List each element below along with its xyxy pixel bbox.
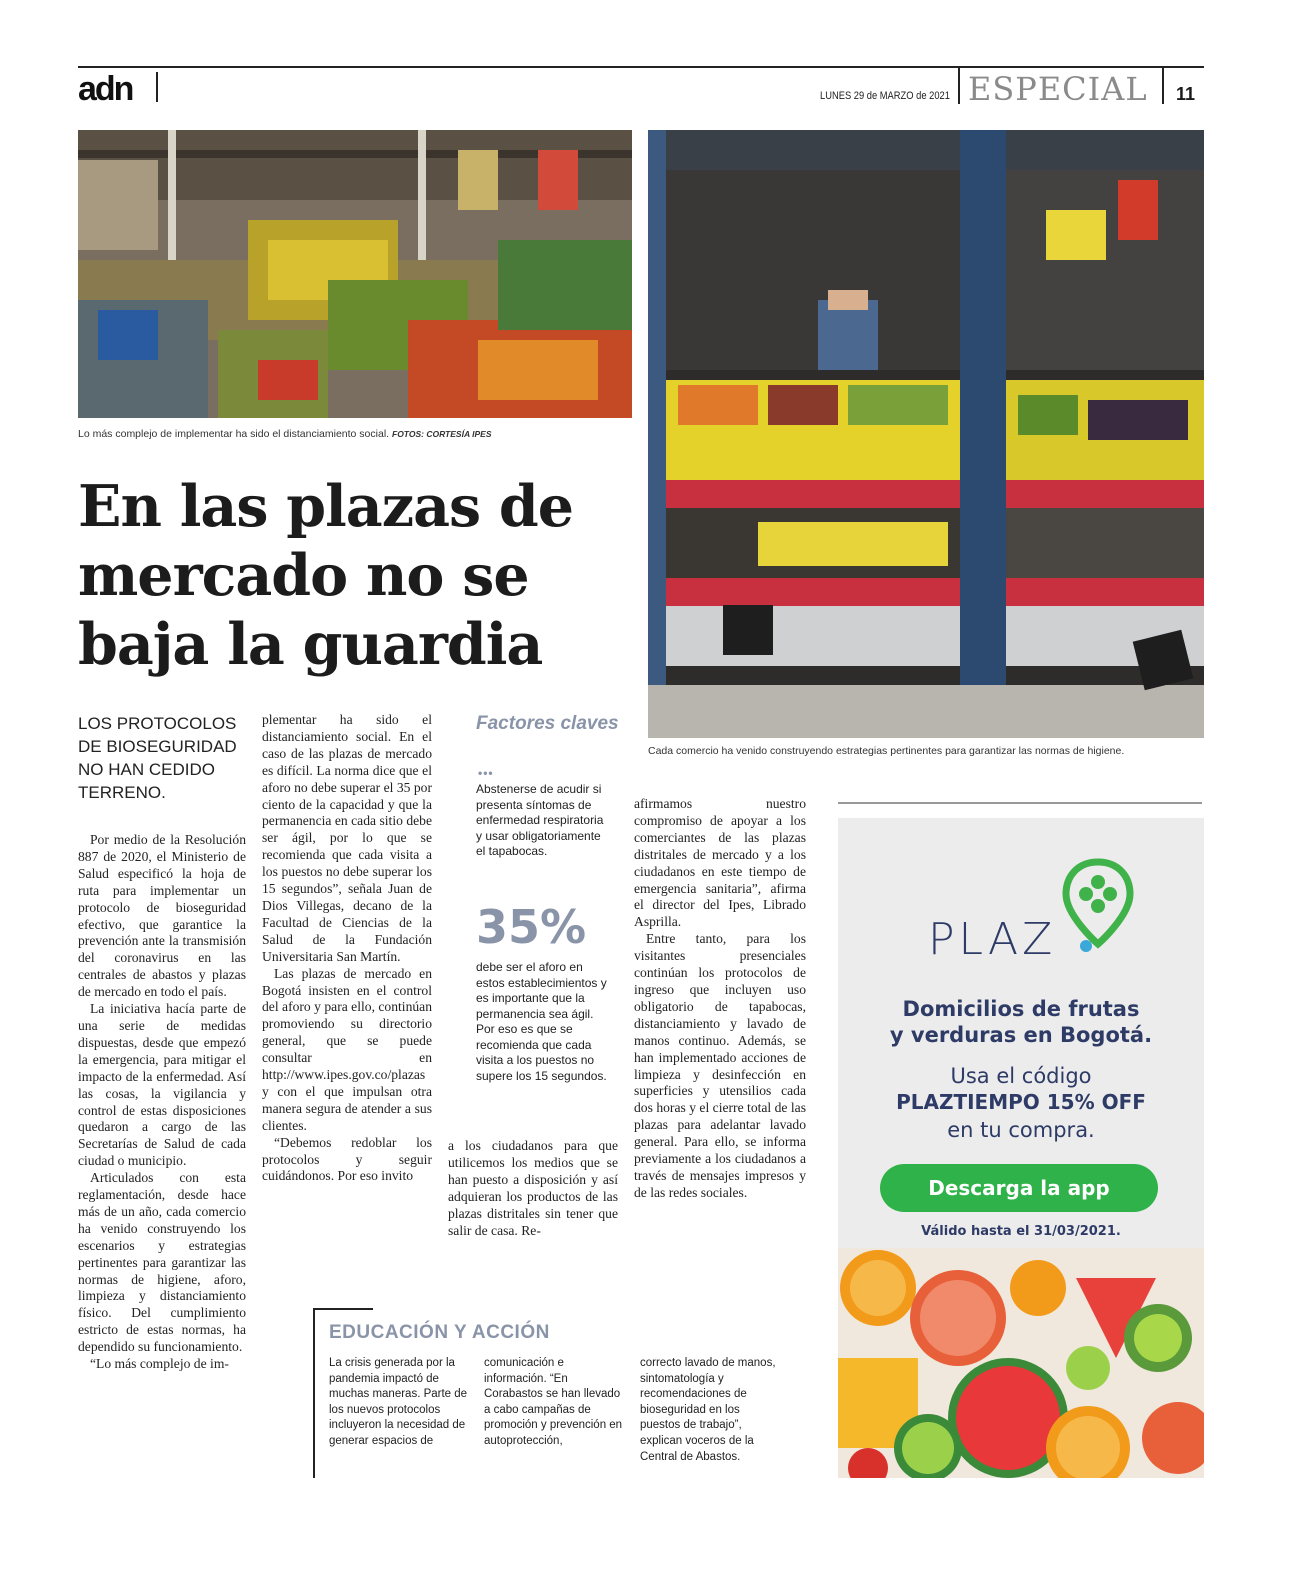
photo-credit: FOTOS: CORTESÍA IPES: [392, 429, 492, 439]
stat-figure: 35%: [476, 900, 587, 954]
ad-validity: Válido hasta el 31/03/2021.: [921, 1224, 1121, 1239]
article-column-3: [448, 1138, 618, 1239]
ad-code-intro: Usa el código: [950, 1064, 1092, 1088]
ad-brand-name: PLAZ: [928, 914, 1057, 965]
header-divider: [958, 68, 960, 104]
clover-pin-icon: [1062, 858, 1134, 958]
article-column-4: [634, 796, 806, 1202]
box-column-1: La crisis generada por la pandemia impactó de muchas maneras. Parte de los nuevos protocolos incluyeron la necesidad de generar espacios de: [329, 1357, 468, 1447]
box-border: [313, 1308, 373, 1310]
ad-promo-code: PLAZTIEMPO 15% OFF: [896, 1090, 1146, 1114]
sidebar-tip: Abstenerse de acudir si presenta síntomas de enfermedad respiratoria y usar obligatoriamente el tapabocas.: [476, 782, 604, 858]
article-column-2: [262, 712, 432, 1185]
article-headline: En las plazas de mercado no se baja la guardia: [78, 473, 574, 678]
plaz-advertisement: [838, 818, 1204, 1478]
header-divider: [1162, 68, 1164, 104]
photo-caption: Cada comercio ha venido construyendo estrategias pertinentes para garantizar las normas de higiene.: [648, 745, 1125, 757]
ad-code-outro: en tu compra.: [947, 1118, 1095, 1142]
box-column-2: comunicación e información. “En Corabastos se han llevado a cabo campañas de promoción y prevención en autoprotección,: [484, 1357, 623, 1447]
ad-divider: [838, 802, 1202, 804]
download-app-button[interactable]: Descarga la app: [880, 1164, 1158, 1212]
header-divider: [156, 72, 158, 102]
photo-caption: [78, 428, 492, 440]
box-title: EDUCACIÓN Y ACCIÓN: [329, 1322, 550, 1343]
page-number: 11: [1176, 84, 1196, 104]
paragraph: a los ciudadanos para que utilicemos los medios que se han puesto a disposición y así adquieran los productos de las plazas distritales sin tener que salir de casa. Re-: [448, 1138, 618, 1238]
paragraph: Entre tanto, para los visitantes presenciales continúan los protocolos de ingreso que incluyen uso obligatorio de tapabocas, distanciamiento y lavado de manos continuo. Además, se han implementado acciones de limpieza y desinfección en superficies y utensilios cada dos horas y el cierre total de las plazas para adelantar lavado general. Para ello, se informa previamente a los ciudadanos a través de mensajes impresos y de las redes sociales.: [634, 931, 806, 1200]
caption-text: Lo más complejo de implementar ha sido el distanciamiento social.: [78, 428, 390, 440]
paragraph: Las plazas de mercado en Bogotá insisten en el control del aforo y para ello, continúan promoviendo su directorio general, que se puede consultar en http://www.ipes.gov.co/plazas y con el que impulsan otra manera segura de atender a sus clientes.: [262, 965, 432, 1133]
paragraph: Por medio de la Resolución 887 de 2020, el Ministerio de Salud especificó la hoja de ruta para implementar un protocolo de bioseguridad efectivo, que garantice la prevención ante la transmisión del coronavirus en las centrales de abastos y plazas de mercado en todo el país.: [78, 832, 246, 1000]
publication-logo: adn: [78, 70, 133, 108]
section-name: ESPECIAL: [968, 70, 1148, 108]
ad-headline-line: y verduras en Bogotá.: [889, 1023, 1153, 1047]
article-column-1: [78, 832, 246, 1373]
paragraph: Articulados con esta reglamentación, desde hace más de un año, cada comercio ha venido construyendo los escenarios y estrategias pertinentes para garantizar las normas de higiene, aforo, limpieza y distanciamiento físico. Del cumplimiento estricto de estas normas, ha dependido su funcionamiento.: [78, 1170, 246, 1355]
stat-description: debe ser el aforo en estos establecimientos y es importante que la permanencia sea ágil. Por eso es que se recomienda que cada visita a los puestos no supere los 15 segundos.: [476, 960, 607, 1083]
box-column-3: correcto lavado de manos, sintomatología y recomendaciones de bioseguridad en los puestos de trabajo”, explican voceros de la Central de Abastos.: [640, 1357, 776, 1463]
fruit-stall-photo: [648, 130, 1204, 738]
ad-headline: [838, 996, 1204, 1048]
fruit-illustration: [838, 1248, 1204, 1478]
article-lede: LOS PROTOCOLOS DE BIOSEGURIDAD NO HAN CEDIDO TERRENO.: [78, 714, 237, 802]
ad-headline-line: Domicilios de frutas: [902, 997, 1140, 1021]
paragraph: “Debemos redoblar los protocolos y seguir cuidándonos. Por eso invito: [262, 1134, 432, 1184]
paragraph: La iniciativa hacía parte de una serie de medidas dispuestas, desde que empezó la emergencia, para mitigar el impacto de la enfermedad. Así las cosas, la vigilancia y control de estas disposiciones quedaron a cargo de las Secretarías de Salud de cada ciudad o municipio.: [78, 1001, 246, 1169]
issue-date: LUNES 29 de MARZO de 2021: [820, 90, 950, 102]
paragraph: “Lo más complejo de im-: [90, 1356, 229, 1372]
header-rule: [78, 66, 1204, 68]
market-hall-photo: [78, 130, 632, 418]
paragraph: afirmamos nuestro compromiso de apoyar a los comerciantes de las plazas distritales de mercado y a los ciudadanos en este tiempo de emergencia sanitaria”, afirma el director del Ipes, Librado Asprilla.: [634, 796, 806, 930]
paragraph: plementar ha sido el distanciamiento social. En el caso de las plazas de mercado es difícil. La norma dice que el aforo no debe superar el 35 por ciento de la capacidad y que la permanencia en cada sitio debe ser ágil, por lo que se recomienda que cada visita a los puestos no debe superar los 15 segundos”, señala Juan de Dios Villegas, decano de la Facultad de Ciencias de la Salud de la Fundación Universitaria San Martín.: [262, 712, 432, 964]
sidebar-title: Factores claves: [476, 713, 619, 734]
sidebar-dots: •••: [478, 766, 494, 780]
box-border: [313, 1308, 315, 1478]
